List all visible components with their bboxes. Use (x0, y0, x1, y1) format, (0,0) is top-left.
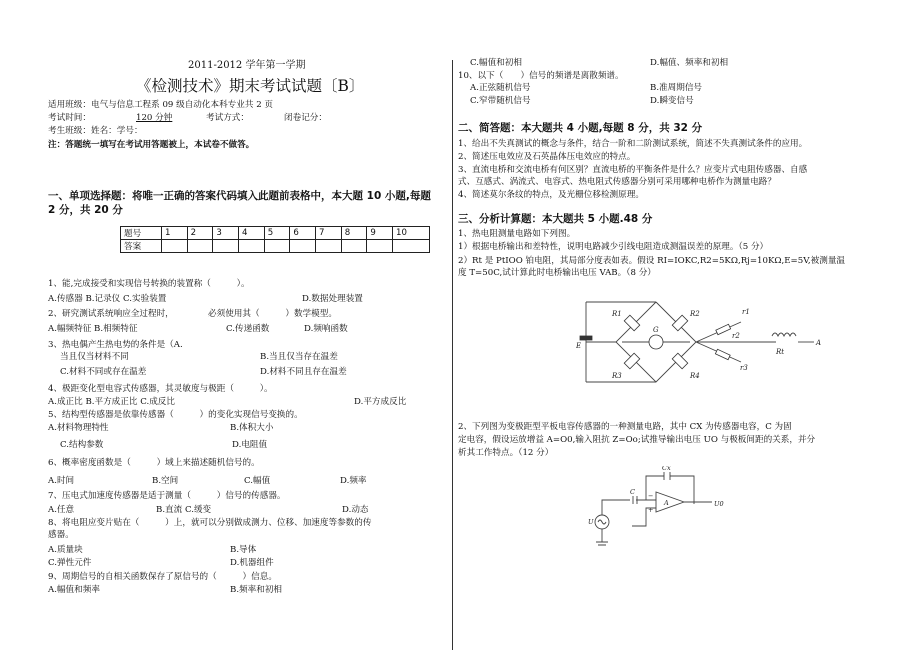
table-cell-answer[interactable] (187, 240, 213, 253)
short-answer-1: 1、给出不失真测试的概念与条件，结合一阶和二阶测试系统，简述不失真测试条件的应用。 (458, 139, 808, 149)
table-cell-number: 5 (264, 227, 290, 240)
q10-option-a: A.正弦随机信号 (470, 83, 531, 93)
q2-stem-b: 必须使用其（ ）数学模型。 (208, 309, 337, 319)
q10-option-b: B.准周期信号 (650, 83, 703, 93)
table-cell-number: 3 (213, 227, 239, 240)
q10-stem: 10、以下（ ）信号的频谱是离散频谱。 (458, 71, 624, 81)
q6-stem: 6、概率密度函数是（ ）域上来描述随机信号的。 (48, 458, 260, 468)
section1-title: 一、单项选择题：将唯一正确的答案代码填入此题前表格中，本大题 10 小题,每题 (48, 190, 431, 202)
section3-title: 三、分析计算题：本大题共 5 小题.48 分 (458, 213, 653, 225)
q1-stem: 1、能,完成接受和实现信号转换的装置称（ ）。 (48, 279, 250, 289)
label-U: U (588, 518, 594, 526)
table-cell-answer[interactable] (341, 240, 367, 253)
q2-stem-a: 2、研究测试系统响应全过程时， (48, 309, 174, 319)
table-cell-number: 10 (393, 227, 430, 240)
q9-stem: 9、周期信号的自相关函数保存了原信号的（ ）信息。 (48, 572, 277, 582)
table-cell-number: 8 (341, 227, 367, 240)
q4-options-abc: A.成正比 B.平方成正比 C.成反比 (48, 397, 175, 407)
exam-mode-label: 考试方式： (206, 113, 249, 123)
table-cell-answer[interactable] (162, 240, 188, 253)
label-Rt: Rt (776, 348, 785, 356)
label-R4: R4 (690, 372, 700, 380)
q2-option-c: C.传递函数 (226, 324, 270, 334)
q7-options-bc: B.直流 C.缓变 (156, 505, 212, 515)
label-r3: r3 (740, 364, 748, 372)
label-minus: − (648, 492, 654, 500)
exam-title: 《检测技术》期末考试试题〔B〕 (136, 77, 365, 95)
exam-time-label: 考试时间： (48, 113, 91, 123)
table-cell-number: 1 (162, 227, 188, 240)
q6-option-c: C.幅值 (244, 476, 271, 486)
table-cell-answer[interactable] (367, 240, 393, 253)
calc1-part1: 1）根据电桥输出和差特性，说明电路减少引线电阻造成测温误差的原理。（5 分） (458, 242, 769, 252)
q5-option-c: C.结构参数 (60, 440, 104, 450)
section1-title-cont: 2 分，共 20 分 (48, 204, 123, 216)
table-cell-number: 6 (290, 227, 316, 240)
label-U0: U0 (714, 500, 724, 508)
label-R3: R3 (612, 372, 622, 380)
label-C: C (630, 488, 635, 496)
calc2-stem-cont2: 析其工作特点。（12 分） (458, 448, 554, 458)
label-Cx: Cx (662, 466, 671, 472)
q4-option-d: D.平方成反比 (354, 397, 407, 407)
answer-note: 注：答题统一填写在考试用答题被上，本试卷不做答。 (48, 140, 255, 150)
q6-option-a: A.时间 (48, 476, 75, 486)
q6-option-b: B.空间 (152, 476, 179, 486)
table-cell-answer[interactable] (213, 240, 239, 253)
label-r2: r2 (732, 332, 740, 340)
q3-stem: 3、热电偶产生热电势的条件是（A. (48, 340, 183, 350)
answer-table (120, 226, 430, 253)
answer-table-row-numbers (121, 227, 430, 240)
table-cell-number: 7 (316, 227, 342, 240)
applicable-class: 适用班级：电气与信息工程系 09 级自动化本科专业共 2 页 (48, 100, 273, 110)
table-label-answer: 答案 (121, 240, 162, 253)
section2-title: 二、简答题：本大题共 4 小题,每题 8 分，共 32 分 (458, 122, 703, 134)
label-r1: r1 (742, 308, 750, 316)
q8-stem: 8、将电阻应变片贴在（ ）上，就可以分别做成测力、位移、加速度等参数的传 (48, 518, 372, 528)
label-A: A (816, 339, 822, 347)
calc2-stem-cont1: 定电容，假设运放增益 A=O0,输入阻抗 Z=Oo;试推导输出电压 UO 与极板间距的关系，并分 (458, 435, 816, 445)
q7-option-a: A.任意 (48, 505, 75, 515)
table-cell-answer[interactable] (264, 240, 290, 253)
year-term: 2011-2012 学年第一学期 (188, 60, 306, 71)
q8-stem-cont: 感器。 (48, 530, 74, 540)
q3-option-c: C.材料不同或存在温差 (60, 367, 147, 377)
calc2-stem: 2、下列图为变极距型平板电容传感器的一种测量电路，其中 CX 为传感器电容，C 为固 (458, 422, 792, 432)
label-plus: + (648, 506, 654, 514)
table-cell-number: 2 (187, 227, 213, 240)
calc1-intro: 1、热电阻测量电路如下列图。 (458, 229, 576, 239)
table-cell-number: 9 (367, 227, 393, 240)
q9-option-b: B.频率和初相 (230, 585, 283, 595)
student-info: 考生班级：姓名：学号： (48, 126, 143, 136)
q10-option-d: D.瞬变信号 (650, 96, 694, 106)
q1-options-abc: A.传感器 B.记录仪 C.实验装置 (48, 294, 167, 304)
label-E: E (576, 342, 582, 350)
exam-mode-value: 闭卷记分： (284, 113, 327, 123)
short-answer-4: 4、简述莫尔条纹的特点，及光栅位移检测原理。 (458, 190, 644, 200)
q9-option-d: D.幅值、频率和初相 (650, 58, 729, 68)
table-cell-answer[interactable] (316, 240, 342, 253)
label-R2: R2 (690, 310, 700, 318)
q8-option-a: A.质量块 (48, 545, 83, 555)
short-answer-2: 2、简述压电效应及石英晶体压电效应的特点。 (458, 152, 636, 162)
column-divider (452, 60, 453, 650)
q5-option-a: A.材料物理特性 (48, 423, 109, 433)
label-A-amp: A (664, 499, 669, 507)
label-R1: R1 (612, 310, 622, 318)
q5-option-d: D.电阻值 (232, 440, 268, 450)
calc1-part2-cont: 度 T=50C,试计算此时电桥输出电压 VAB。（8 分） (458, 268, 656, 278)
q8-option-d: D.机器组件 (230, 558, 274, 568)
table-cell-answer[interactable] (290, 240, 316, 253)
short-answer-3-cont: 式、互感式、涡流式、电容式、热电阻式传感器分别可采用哪种电桥作为测量电路？ (458, 177, 776, 187)
q6-option-d: D.频率 (340, 476, 367, 486)
q9-option-a: A.幅值和频率 (48, 585, 100, 595)
label-G: G (653, 326, 659, 334)
bridge-circuit-diagram (576, 296, 826, 388)
table-label-number: 题号 (121, 227, 162, 240)
q4-stem: 4、极距变化型电容式传感器，其灵敏度与极距（ ）。 (48, 384, 273, 394)
q1-option-d: D.数据处理装置 (302, 294, 363, 304)
q3-option-d: D.材料不同且存在温差 (260, 367, 347, 377)
q2-option-d: D.频响函数 (304, 324, 348, 334)
q2-options-ab: A.幅频特征 B.相频特征 (48, 324, 138, 334)
q3-option-b: B.当且仅当存在温差 (260, 352, 338, 362)
q8-option-b: B.导体 (230, 545, 257, 555)
table-cell-number: 4 (239, 227, 265, 240)
q3-option-a: 当且仅当材料不同 (60, 352, 129, 362)
table-cell-answer[interactable] (239, 240, 265, 253)
table-cell-answer[interactable] (393, 240, 430, 253)
q5-option-b: B.体积大小 (230, 423, 274, 433)
q9-option-c: C.幅值和初相 (470, 58, 522, 68)
short-answer-3: 3、直流电桥和交流电桥有何区别？直流电桥的平衡条件是什么？应变片式电阻传感器、自感 (458, 165, 808, 175)
q10-option-c: C.窄带随机信号 (470, 96, 531, 106)
answer-table-row-answers (121, 240, 430, 253)
opamp-circuit-diagram (584, 466, 744, 550)
q7-option-d: D.动态 (342, 505, 369, 515)
q5-stem: 5、结构型传感器是依靠传感器（ ）的变化实现信号变换的。 (48, 410, 303, 420)
q8-option-c: C.弹性元件 (48, 558, 92, 568)
calc1-part2: 2）Rt 是 PtIOO 铂电阻，其局部分度表如表。假设 RI=IOKC,R2=5KΩ,Rj=10KΩ,E=5V,被测量温 (458, 256, 846, 266)
q7-stem: 7、压电式加速度传感器是适于测量（ ）信号的传感器。 (48, 491, 286, 501)
exam-time-value: 120 分钟 (136, 113, 173, 123)
